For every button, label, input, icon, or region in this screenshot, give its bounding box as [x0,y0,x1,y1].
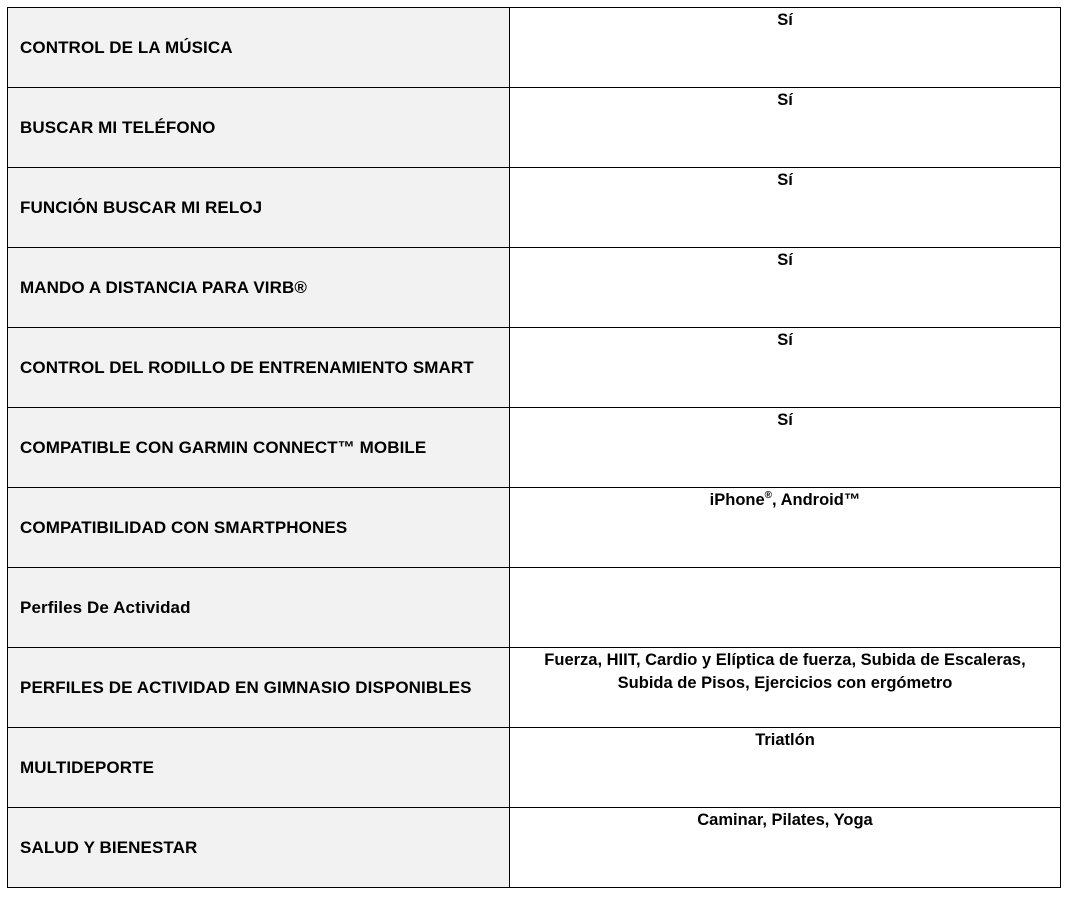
feature-label: BUSCAR MI TELÉFONO [8,88,510,168]
feature-value [510,568,1061,648]
value-text: Sí [777,171,793,189]
feature-value [510,88,1061,168]
value-text: Sí [777,251,793,269]
feature-value [510,488,1061,568]
value-text: Sí [777,11,793,29]
table-row [8,568,1061,648]
feature-value [510,808,1061,888]
table-row [8,648,1061,728]
table-row [8,808,1061,888]
specs-table [7,7,1061,888]
value-text: Sí [777,91,793,109]
feature-value [510,8,1061,88]
value-text: Sí [777,331,793,349]
value-text-part: iPhone [709,491,765,509]
feature-value [510,248,1061,328]
feature-label: Perfiles De Actividad [8,568,510,648]
feature-label: SALUD Y BIENESTAR [8,808,510,888]
feature-label: MANDO A DISTANCIA PARA VIRB® [8,248,510,328]
feature-value [510,408,1061,488]
registered-mark: ® [764,490,773,501]
feature-label: CONTROL DE LA MÚSICA [8,8,510,88]
feature-value [510,728,1061,808]
feature-value [510,328,1061,408]
feature-label: PERFILES DE ACTIVIDAD EN GIMNASIO DISPONIBLES [8,648,510,728]
feature-label: COMPATIBILIDAD CON SMARTPHONES [8,488,510,568]
table-row [8,728,1061,808]
value-text [510,489,1060,512]
feature-label: COMPATIBLE CON GARMIN CONNECT™ MOBILE [8,408,510,488]
value-text: Sí [777,411,793,429]
feature-value [510,168,1061,248]
table-row [8,408,1061,488]
value-text: Subida de Pisos, Ejercicios con ergómetro [617,674,953,692]
table-row [8,88,1061,168]
feature-value [510,648,1061,728]
table-row [8,248,1061,328]
feature-label: MULTIDEPORTE [8,728,510,808]
value-text: Caminar, Pilates, Yoga [697,811,873,829]
table-row [8,488,1061,568]
table-row [8,8,1061,88]
value-text: Triatlón [755,731,815,749]
feature-label: CONTROL DEL RODILLO DE ENTRENAMIENTO SMART [8,328,510,408]
table-row [8,328,1061,408]
value-text-part: , Android™ [772,491,861,509]
feature-label: FUNCIÓN BUSCAR MI RELOJ [8,168,510,248]
table-row [8,168,1061,248]
value-text: Fuerza, HIIT, Cardio y Elíptica de fuerza, Subida de Escaleras, [544,651,1026,669]
